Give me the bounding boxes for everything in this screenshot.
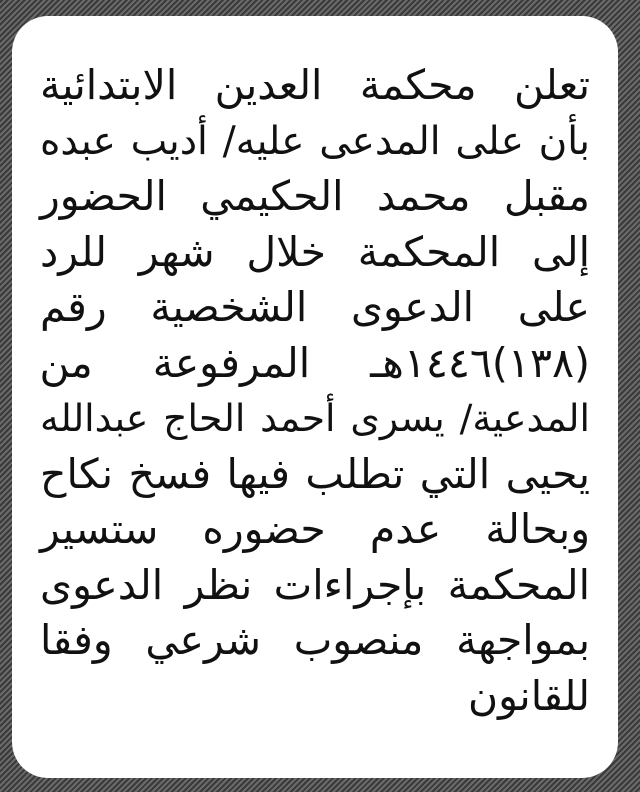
notice-line-7: المدعية/ يسرى أحمد الحاج عبدالله [40, 396, 590, 440]
notice-line-12: للقانون [468, 671, 590, 720]
notice-line-5: على الدعوى الشخصية رقم [40, 283, 590, 331]
notice-card [12, 16, 618, 778]
notice-line-2: بأن على المدعى عليه/ أديب عبده [40, 118, 590, 164]
notice-line-4: إلى المحكمة خلال شهر للرد [40, 227, 590, 276]
notice-line-1: تعلن محكمة العدين الابتدائية [40, 61, 590, 109]
notice-text [40, 58, 590, 724]
notice-line-10: المحكمة بإجراءات نظر الدعوى [40, 560, 590, 609]
notice-line-9: وبحالة عدم حضوره ستسير [40, 505, 590, 553]
notice-line-8: يحيى التي تطلب فيها فسخ نكاح [40, 449, 590, 498]
notice-line-11: بمواجهة منصوب شرعي وفقا [40, 616, 590, 664]
notice-line-6: (١٣٨)١٤٤٦هـ المرفوعة من [39, 338, 590, 387]
notice-line-3: مقبل محمد الحكيمي الحضور [40, 172, 590, 220]
